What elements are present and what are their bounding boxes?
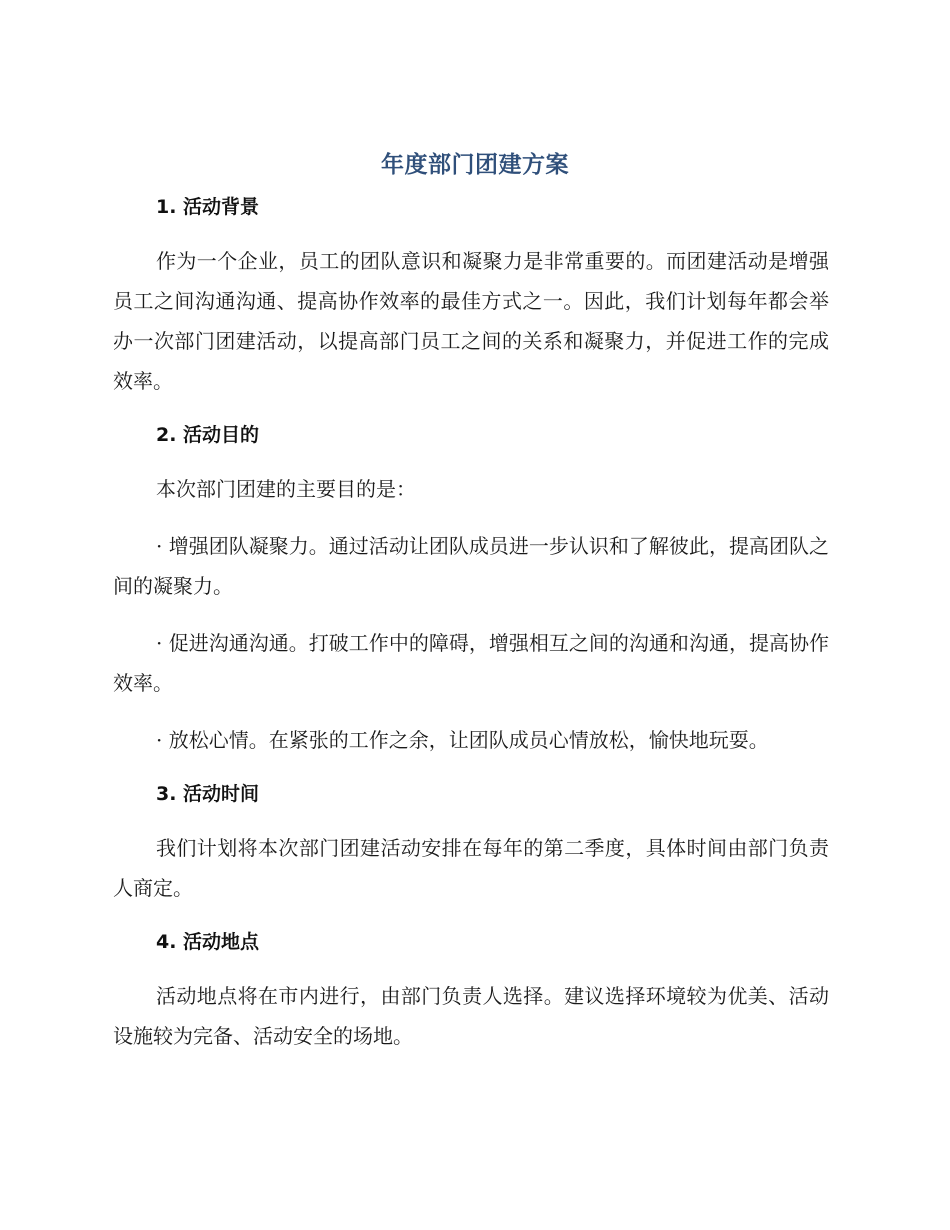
section-time: [113, 777, 829, 925]
paragraph: 作为一个企业，员工的团队意识和凝聚力是非常重要的。而团建活动是增强员工之间沟通沟通、提高协作效率的最佳方式之一。因此，我们计划每年都会举办一次部门团建活动，以提高部门员工之间的关系和凝聚力，并促进工作的完成效率。: [113, 249, 829, 393]
section-heading: 2. 活动目的: [156, 424, 260, 446]
document-title: 年度部门团建方案: [381, 152, 569, 178]
paragraph: 活动地点将在市内进行，由部门负责人选择。建议选择环境较为优美、活动设施较为完备、活动安全的场地。: [113, 984, 829, 1048]
bullet-item: · 放松心情。在紧张的工作之余，让团队成员心情放松，愉快地玩耍。: [156, 728, 769, 752]
paragraph: 我们计划将本次部门团建活动安排在每年的第二季度，具体时间由部门负责人商定。: [113, 836, 829, 900]
bullet-item: · 增强团队凝聚力。通过活动让团队成员进一步认识和了解彼此，提高团队之间的凝聚力。: [113, 534, 829, 598]
section-heading: 1. 活动背景: [156, 196, 260, 218]
paragraph: 本次部门团建的主要目的是：: [156, 477, 416, 501]
section-location: [113, 925, 829, 1056]
document-body: [113, 190, 829, 1056]
section-heading: 4. 活动地点: [156, 931, 260, 953]
bullet-item: · 促进沟通沟通。打破工作中的障碍，增强相互之间的沟通和沟通，提高协作效率。: [113, 631, 829, 695]
section-heading: 3. 活动时间: [156, 783, 260, 805]
section-background: [113, 190, 829, 418]
section-purpose: [113, 418, 829, 777]
